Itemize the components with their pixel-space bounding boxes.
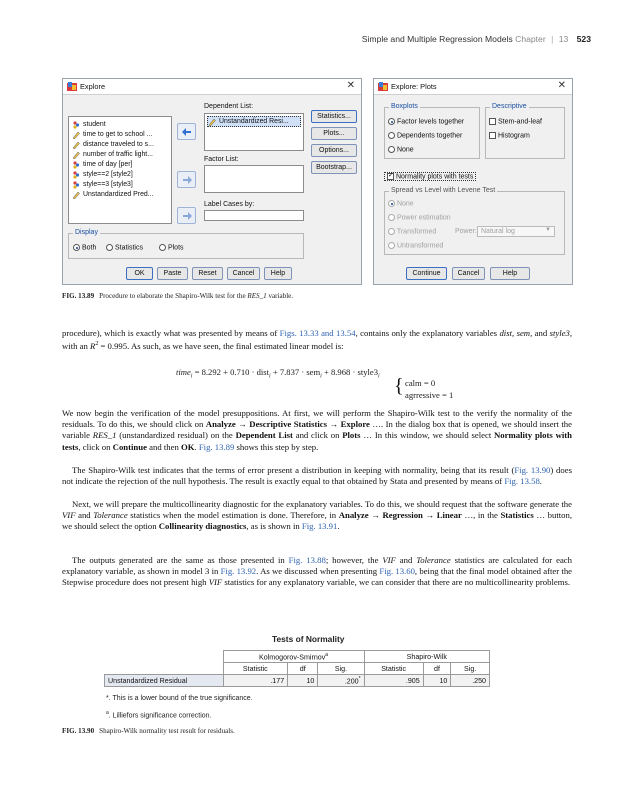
column-header: Sig. — [318, 663, 364, 675]
checkbox-icon[interactable] — [489, 132, 496, 139]
radio-icon[interactable] — [388, 132, 395, 139]
paragraph-1: procedure), which is exactly what was presented by means of Figs. 13.33 and 13.54, contains only the explanatory variables dist, sem, and style3, with an $R^2 = 0.995$. As such, as we have seen, the final estimated linear model is: — [62, 328, 573, 352]
scale-variable-icon — [72, 141, 80, 149]
dependent-list-label: Dependent List: — [204, 103, 254, 110]
stem-and-leaf-option[interactable]: Stem-and-leaf — [489, 118, 542, 125]
table-footnote-1: *. This is a lower bound of the true significance. — [106, 695, 253, 702]
plots-dialog — [373, 78, 573, 285]
help-button[interactable]: Help — [264, 267, 292, 280]
nominal-variable-icon — [72, 181, 80, 189]
display-group-label: Display — [75, 229, 98, 236]
cancel-button[interactable]: Cancel — [227, 267, 260, 280]
move-dependent-button[interactable] — [177, 123, 196, 140]
scale-variable-icon — [72, 191, 80, 199]
explore-title: Explore — [80, 82, 106, 91]
figure-link[interactable]: Fig. 13.58 — [504, 476, 540, 487]
figure-caption-90 — [62, 727, 235, 735]
table-cell: .177 — [223, 675, 288, 687]
chevron-down-icon: ▼ — [545, 227, 551, 233]
label-cases-field[interactable] — [204, 210, 304, 221]
header-chapter: Chapter — [515, 34, 546, 44]
table-row — [105, 675, 490, 687]
regression-equation: time$_i$ = 8.292 + 0.710 · dist$_i$ + $7.837 \cdot sem_i + 8.968 \cdot style3_i$ — [176, 367, 380, 380]
plots-titlebar — [374, 79, 572, 95]
nominal-variable-icon — [72, 171, 80, 179]
power-estimation-option[interactable]: Power estimation — [388, 214, 451, 221]
spread-none-option[interactable]: None — [388, 200, 414, 207]
paragraph-5: The outputs generated are the same as those presented in Fig. 13.88; however, the VIF and Tolerance statistics are calculated for each explanatory variable, as shown in model 3 in Fig. 13.92. As we discussed when presenting Fig. 13.60, being that the final model obtained after the Stepwise procedure does not present high VIF statistics for any explanatory variable, we can consider that there are no multicollinearity problems. — [62, 555, 573, 588]
table-cell: 10 — [288, 675, 318, 687]
page-number: 523 — [576, 34, 591, 44]
close-icon[interactable]: ✕ — [557, 80, 566, 91]
list-item[interactable]: time to get to school ... — [72, 130, 152, 139]
normality-table — [104, 650, 490, 687]
table-footnote-2: $^a$. Lilliefors significance correction. — [106, 710, 212, 720]
label-cases-label: Label Cases by: — [204, 201, 255, 208]
paste-button[interactable]: Paste — [157, 267, 188, 280]
close-icon[interactable]: ✕ — [346, 80, 355, 91]
list-item[interactable]: style==2 [style2] — [72, 170, 133, 179]
caption-text: variable. — [268, 292, 294, 300]
column-header: Statistic — [364, 663, 423, 675]
radio-selected-icon[interactable] — [388, 200, 395, 207]
radio-selected-icon[interactable] — [73, 244, 80, 251]
explore-app-icon — [67, 82, 77, 91]
figure-link[interactable]: Fig. 13.60 — [379, 566, 415, 577]
column-header: Statistic — [223, 663, 288, 675]
table-cell: 10 — [423, 675, 451, 687]
paragraph-3: The Shapiro-Wilk test indicates that the terms of error present a distribution in keeping with normality, being that its result (Fig. 13.90) does not indicate the rejection of the null hypothesis. The result is exactly equal to that obtained by Stata and presented by means of Fig. 13.58. — [62, 465, 572, 487]
list-item[interactable]: number of traffic light... — [72, 150, 153, 159]
figure-link[interactable]: Fig. 13.89 — [198, 441, 235, 452]
figure-link[interactable]: Fig. 13.92 — [220, 566, 257, 577]
figure-link[interactable]: Fig. 13.90 — [514, 465, 551, 475]
factor-list[interactable] — [204, 165, 304, 193]
group-header-ks: Kolmogorov-Smirnov$^a$ — [223, 651, 364, 663]
plots-title: Explore: Plots — [391, 82, 437, 91]
group-header-sw: Shapiro-Wilk — [364, 651, 489, 663]
figure-link[interactable]: Fig. 13.91 — [301, 521, 338, 532]
paragraph-2: We now begin the verification of the model presuppositions. At first, we will perform the Shapiro-Wilk test to the verify the normality of the residuals. To do this, we should click on Analyze → Descriptive Statistics → Explore …. In the dialog box that is opened, we should insert the variable RES_1 (unstandardized residual) on the Dependent List and click on Plots … In this window, we should select Normality plots with tests, click on Continue and then OK. Fig. 13.89 shows this step by step. — [62, 408, 573, 452]
histogram-option[interactable]: Histogram — [489, 132, 530, 139]
display-statistics-option[interactable]: Statistics — [106, 244, 143, 251]
dependents-together-option[interactable]: Dependents together — [388, 132, 462, 139]
caption-variable: RES_1 — [247, 292, 267, 300]
row-label: Unstandardized Residual — [105, 675, 224, 687]
continue-button[interactable]: Continue — [406, 267, 447, 280]
checkbox-checked-icon[interactable] — [387, 173, 394, 180]
move-label-button[interactable] — [177, 207, 196, 224]
equation-calm: calm = 0 — [405, 378, 436, 388]
reset-button[interactable]: Reset — [192, 267, 223, 280]
radio-selected-icon[interactable] — [388, 118, 395, 125]
arrow-right-icon — [182, 211, 192, 221]
boxplots-group-label: Boxplots — [391, 103, 418, 110]
power-label: Power: — [455, 228, 477, 235]
caption-number: FIG. 13.89 — [62, 292, 95, 300]
statistics-button[interactable]: Statistics... — [311, 110, 357, 123]
column-header: df — [423, 663, 451, 675]
spread-group — [384, 187, 565, 255]
equation-aggressive: agrressive = 1 — [405, 390, 454, 400]
checkbox-icon[interactable] — [489, 118, 496, 125]
factor-levels-option[interactable]: Factor levels together — [388, 118, 464, 125]
table-cell: .250 — [451, 675, 490, 687]
radio-icon[interactable] — [388, 228, 395, 235]
power-select[interactable] — [477, 226, 555, 237]
list-item[interactable]: style==3 [style3] — [72, 180, 133, 189]
boxplots-none-option[interactable]: None — [388, 146, 414, 153]
nominal-variable-icon — [72, 161, 80, 169]
display-both-option[interactable]: Both — [73, 244, 96, 251]
explore-titlebar — [63, 79, 361, 95]
nominal-variable-icon — [72, 121, 80, 129]
power-select-value: Natural log — [481, 228, 515, 235]
display-plots-option[interactable]: Plots — [159, 244, 184, 251]
list-item[interactable]: time of day [per] — [72, 160, 132, 169]
factor-list-label: Factor List: — [204, 156, 239, 163]
radio-icon[interactable] — [159, 244, 166, 251]
list-item[interactable]: distance traveled to s... — [72, 140, 154, 149]
variable-list[interactable] — [68, 116, 172, 224]
descriptive-group-label: Descriptive — [492, 103, 527, 110]
plots-app-icon — [378, 82, 388, 91]
table-title: Tests of Normality — [272, 634, 345, 644]
explore-dialog — [62, 78, 362, 285]
bootstrap-button[interactable]: Bootstrap... — [311, 161, 357, 174]
move-factor-button[interactable] — [177, 171, 196, 188]
figure-link[interactable]: Figs. 13.33 and 13.54 — [279, 328, 356, 338]
table-cell: .905 — [364, 675, 423, 687]
ok-button[interactable]: OK — [126, 267, 153, 280]
arrow-left-icon — [182, 127, 192, 137]
radio-icon[interactable] — [388, 242, 395, 249]
table-header-row — [105, 663, 490, 675]
display-group — [68, 229, 304, 259]
caption-text: Procedure to elaborate the Shapiro-Wilk test for the — [99, 292, 246, 300]
list-item[interactable]: Unstandardized Pred... — [72, 190, 153, 199]
running-header — [362, 34, 591, 44]
radio-icon[interactable] — [388, 214, 395, 221]
table-cell: .200* — [318, 675, 364, 687]
radio-icon[interactable] — [106, 244, 113, 251]
untransformed-option[interactable]: Untransformed — [388, 242, 443, 249]
list-item[interactable]: student — [72, 120, 106, 129]
spread-group-label: Spread vs Level with Levene Test — [391, 187, 496, 194]
boxplots-group — [384, 103, 480, 159]
transformed-option[interactable]: Transformed — [388, 228, 436, 235]
descriptive-group — [485, 103, 565, 159]
table-corner — [105, 651, 224, 663]
equation-brace: { — [394, 375, 404, 397]
plots-button[interactable]: Plots... — [311, 127, 357, 140]
header-separator: | — [551, 34, 554, 44]
normality-plots-option[interactable]: ✓ Normality plots with tests — [384, 172, 476, 181]
scale-variable-icon — [208, 118, 216, 126]
column-header: Sig. — [451, 663, 490, 675]
table-header-row — [105, 651, 490, 663]
caption-text: Shapiro-Wilk normality test result for residuals. — [99, 727, 235, 735]
figure-caption-89 — [62, 292, 293, 300]
figure-link[interactable]: Fig. 13.88 — [288, 555, 326, 565]
table-corner — [105, 663, 224, 675]
arrow-right-icon — [182, 175, 192, 185]
header-chapter-number: 13 — [558, 34, 569, 44]
radio-icon[interactable] — [388, 146, 395, 153]
options-button[interactable]: Options... — [311, 144, 357, 157]
caption-number: FIG. 13.90 — [62, 727, 95, 735]
paragraph-4: Next, we will prepare the multicollinearity diagnostic for the explanatory variables. To do this, we should request that the software generate the VIF and Tolerance statistics when the model estimation is done. Therefore, in Analyze → Regression → Linear …, in the Statistics … button, we should select the option Collinearity diagnostics, as is shown in Fig. 13.91. — [62, 499, 573, 532]
list-item[interactable]: Unstandardized Resi... — [207, 116, 301, 127]
help-button[interactable]: Help — [490, 267, 530, 280]
header-title: Simple and Multiple Regression Models — [361, 34, 513, 44]
cancel-button[interactable]: Cancel — [452, 267, 485, 280]
dependent-list[interactable] — [204, 113, 304, 151]
scale-variable-icon — [72, 151, 80, 159]
column-header: df — [288, 663, 318, 675]
scale-variable-icon — [72, 131, 80, 139]
